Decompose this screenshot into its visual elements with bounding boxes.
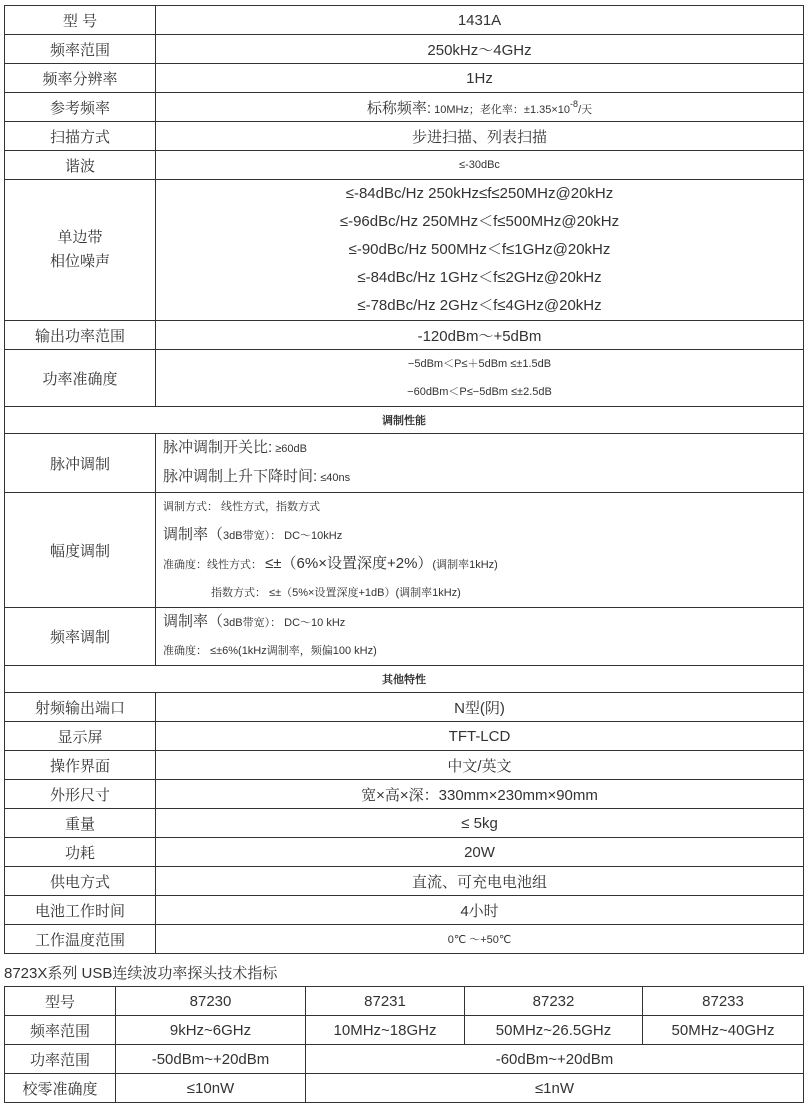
table-row (5, 693, 804, 722)
probe-zero-cell: ≤10nW (116, 1074, 306, 1103)
supply-value: 直流、可充电电池组 (156, 867, 804, 896)
probe-freq-label: 频率范围 (5, 1016, 116, 1045)
table-row (5, 93, 804, 122)
am-line (163, 521, 803, 550)
ui-value: 中文/英文 (156, 751, 804, 780)
probe-freq-cell: 50MHz~26.5GHz (465, 1016, 643, 1045)
table-row (5, 1074, 804, 1103)
probe-header-cell: 87232 (465, 987, 643, 1016)
probe-power-label: 功率范围 (5, 1045, 116, 1074)
table-row (5, 122, 804, 151)
freq-range-label: 频率范围 (5, 35, 156, 64)
table-row (5, 780, 804, 809)
probe-freq-cell: 10MHz~18GHz (306, 1016, 465, 1045)
am-line: 指数方式： ≤±（5%×设置深度+1dB）(调制率1kHz) (211, 587, 461, 599)
supply-label: 供电方式 (5, 867, 156, 896)
battery-value: 4小时 (156, 896, 804, 925)
table-row (5, 35, 804, 64)
ssb-label (5, 180, 156, 321)
table-row (5, 666, 804, 693)
probe-freq-cell: 50MHz~40GHz (643, 1016, 804, 1045)
ssb-line: ≤-84dBc/Hz 250kHz≤f≤250MHz@20kHz (345, 185, 614, 202)
table-row (5, 350, 804, 407)
power-acc-values (156, 350, 804, 407)
ssb-label-line: 相位噪声 (49, 253, 110, 270)
am-rate-prefix: 调制率（ (163, 526, 224, 543)
model-value: 1431A (156, 6, 804, 35)
table-row (5, 493, 804, 608)
pulse-on-off (163, 434, 803, 463)
ref-nominal-detail: 10MHz；老化率：±1.35×10 (431, 103, 571, 116)
spec-table (4, 5, 804, 954)
am-acc-value: ≤±（6%×设置深度+2%） (265, 555, 433, 572)
harmonic-label: 谐波 (5, 151, 156, 180)
probe-table-title: 8723X系列 USB连续波功率探头技术指标 (4, 965, 278, 982)
ssb-line: ≤-84dBc/Hz 1GHz＜f≤2GHz@20kHz (357, 269, 602, 286)
pulse-values (156, 434, 804, 493)
am-rate-value: 3dB带宽）： DC～10kHz (223, 530, 343, 542)
table-row (5, 64, 804, 93)
other-section-header: 其他特性 (5, 666, 804, 693)
ssb-label-line: 单边带 (57, 229, 103, 246)
fm-label: 频率调制 (5, 608, 156, 666)
fm-line (163, 608, 803, 637)
probe-header-cell: 87231 (306, 987, 465, 1016)
ssb-line: ≤-78dBc/Hz 2GHz＜f≤4GHz@20kHz (357, 297, 602, 314)
probe-freq-cell: 9kHz~6GHz (116, 1016, 306, 1045)
probe-zero-cell: ≤1nW (306, 1074, 804, 1103)
am-acc-prefix: 准确度：线性方式： (163, 559, 266, 571)
table-row (5, 838, 804, 867)
power-acc-line: −5dBm＜P≤＋5dBm ≤±1.5dB (407, 358, 552, 370)
size-value: 宽×高×深：330mm×230mm×90mm (156, 780, 804, 809)
power-acc-label: 功率准确度 (5, 350, 156, 407)
pulse-rise-prefix: 脉冲调制上升下降时间: (163, 468, 318, 485)
table-row (5, 151, 804, 180)
probe-header-cell: 87230 (116, 987, 306, 1016)
table-row (5, 925, 804, 954)
weight-value: ≤ 5kg (156, 809, 804, 838)
probe-header-cell: 型号 (5, 987, 116, 1016)
weight-label: 重量 (5, 809, 156, 838)
table-row (5, 608, 804, 666)
table-row (5, 896, 804, 925)
ref-freq-value (156, 93, 804, 122)
pulse-on-off-value: ≥60dB (272, 443, 307, 455)
sweep-value: 步进扫描、列表扫描 (156, 122, 804, 151)
power-range-value: -120dBm～+5dBm (156, 321, 804, 350)
pulse-label: 脉冲调制 (5, 434, 156, 493)
ref-nominal-prefix: 标称频率: (366, 99, 432, 117)
table-row (5, 867, 804, 896)
pulse-rise (163, 463, 803, 492)
battery-label: 电池工作时间 (5, 896, 156, 925)
probe-power-cell: -50dBm~+20dBm (116, 1045, 306, 1074)
fm-line: 准确度： ≤±6%(1kHz调制率，频偏100 kHz) (163, 645, 377, 657)
sweep-label: 扫描方式 (5, 122, 156, 151)
am-label: 幅度调制 (5, 493, 156, 608)
am-values (156, 493, 804, 608)
table-row (5, 407, 804, 434)
table-row (5, 434, 804, 493)
table-row (5, 987, 804, 1016)
ssb-line: ≤-90dBc/Hz 500MHz＜f≤1GHz@20kHz (348, 241, 611, 258)
table-row (5, 1016, 804, 1045)
am-line (163, 550, 803, 579)
fm-rate-prefix: 调制率（ (163, 613, 224, 630)
probe-power-cell: -60dBm~+20dBm (306, 1045, 804, 1074)
am-acc-cond: (调制率1kHz) (432, 559, 498, 571)
table-row (5, 321, 804, 350)
table-row (5, 6, 804, 35)
ref-freq-label: 参考频率 (5, 93, 156, 122)
harmonic-value: ≤-30dBc (156, 151, 804, 180)
probe-header-cell: 87233 (643, 987, 804, 1016)
fm-values (156, 608, 804, 666)
power-consumption-label: 功耗 (5, 838, 156, 867)
pulse-rise-value: ≤40ns (317, 472, 351, 484)
display-value: TFT-LCD (156, 722, 804, 751)
table-row (5, 1045, 804, 1074)
table-row (5, 751, 804, 780)
temp-label: 工作温度范围 (5, 925, 156, 954)
freq-res-value: 1Hz (156, 64, 804, 93)
ref-suffix: /天 (578, 103, 593, 116)
freq-res-label: 频率分辨率 (5, 64, 156, 93)
am-line: 调制方式： 线性方式，指数方式 (163, 501, 321, 513)
ssb-values (156, 180, 804, 321)
pulse-on-off-prefix: 脉冲调制开关比: (163, 439, 273, 456)
size-label: 外形尺寸 (5, 780, 156, 809)
power-range-label: 输出功率范围 (5, 321, 156, 350)
table-row (5, 180, 804, 321)
ui-label: 操作界面 (5, 751, 156, 780)
display-label: 显示屏 (5, 722, 156, 751)
probe-table (4, 986, 804, 1103)
freq-range-value: 250kHz～4GHz (156, 35, 804, 64)
fm-rate-value: 3dB带宽）： DC～10 kHz (223, 617, 346, 629)
ref-exponent: -8 (570, 98, 579, 109)
model-label: 型 号 (5, 6, 156, 35)
power-acc-line: −60dBm＜P≤−5dBm ≤±2.5dB (407, 386, 552, 398)
probe-zero-label: 校零准确度 (5, 1074, 116, 1103)
modulation-section-header: 调制性能 (5, 407, 804, 434)
ssb-line: ≤-96dBc/Hz 250MHz＜f≤500MHz@20kHz (339, 213, 620, 230)
rf-port-label: 射频输出端口 (5, 693, 156, 722)
power-consumption-value: 20W (156, 838, 804, 867)
rf-port-value: N型(阴) (156, 693, 804, 722)
table-row (5, 809, 804, 838)
table-row (5, 722, 804, 751)
temp-value: 0℃ ～+50℃ (156, 925, 804, 954)
